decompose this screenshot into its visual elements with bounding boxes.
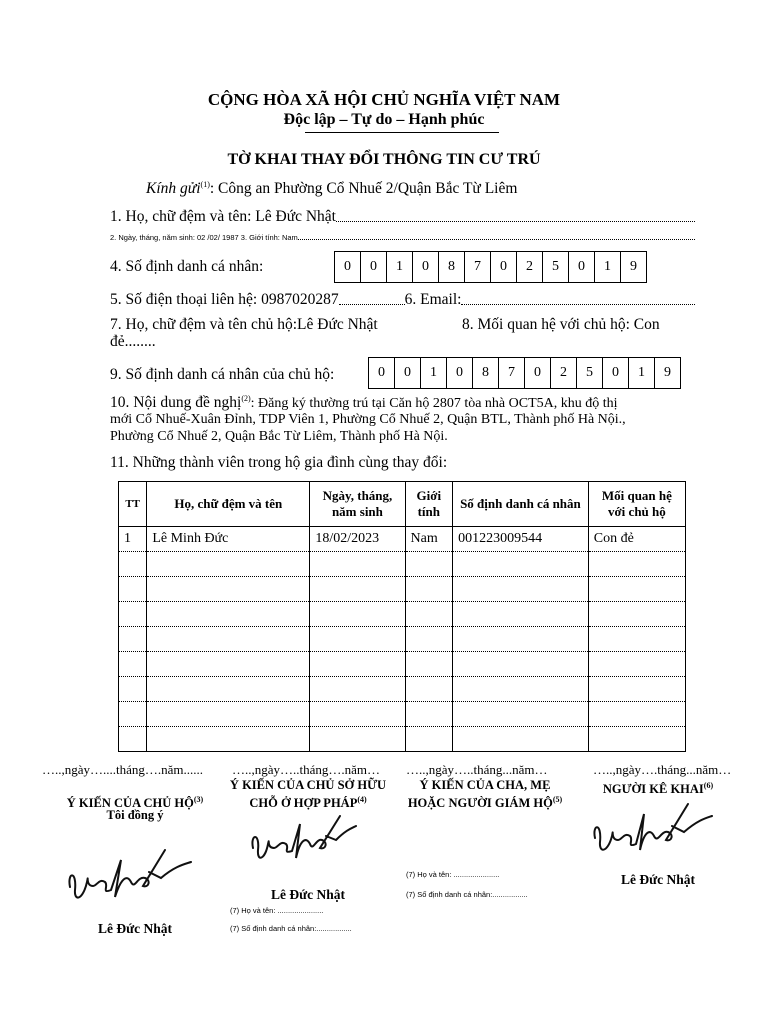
head-id-digit: 0 xyxy=(395,358,421,388)
parent-sign-title-2-text: HOẶC NGƯỜI GIÁM HỘ xyxy=(407,796,553,811)
id-digit: 0 xyxy=(569,252,595,282)
table-cell xyxy=(147,727,310,752)
head-sign-name: Lê Đức Nhật xyxy=(97,921,173,936)
table-cell xyxy=(310,727,405,752)
id-digit: 9 xyxy=(630,259,637,274)
header-tt: TT xyxy=(119,482,147,527)
declarant-sign-date: …..,ngày….tháng...năm… xyxy=(593,762,732,777)
owner-fullname-field: (7) Họ và tên: ...................... xyxy=(230,906,324,915)
relation-text: 8. Mối quan hệ với chủ hộ: Con xyxy=(462,316,660,333)
table-cell xyxy=(147,702,310,727)
id-digit: 7 xyxy=(465,252,491,282)
table-cell xyxy=(453,677,589,702)
table-cell xyxy=(119,727,147,752)
recipient-value: : Công an Phường Cổ Nhuế 2/Quận Bắc Từ Liêm xyxy=(209,180,518,198)
table-row xyxy=(119,552,686,577)
personal-id-label: 4. Số định danh cá nhân: xyxy=(110,258,264,275)
declarant-sign-note: (6) xyxy=(703,781,714,790)
table-cell xyxy=(119,552,147,577)
table-cell xyxy=(588,677,685,702)
table-row xyxy=(119,677,686,702)
table-cell: 001223009544 xyxy=(453,527,589,552)
table-cell xyxy=(147,677,310,702)
table-cell xyxy=(147,627,310,652)
table-row xyxy=(119,727,686,752)
personal-id-boxes xyxy=(334,251,647,283)
request-text-1: : Đăng ký thường trú tại Căn hộ 2807 tòa nhà OCT5A, khu độ thị xyxy=(250,396,618,412)
head-id-digit: 1 xyxy=(629,358,655,388)
table-cell: Con đẻ xyxy=(588,527,685,552)
parent-fullname-field: (7) Họ và tên: ...................... xyxy=(406,870,500,879)
id-digit: 0 xyxy=(335,252,361,282)
table-cell xyxy=(405,627,453,652)
table-cell xyxy=(405,702,453,727)
full-name-text: 1. Họ, chữ đệm và tên: Lê Đức Nhật xyxy=(110,208,336,225)
table-cell: 18/02/2023 xyxy=(310,527,405,552)
owner-sign-title-1: Ý KIẾN CỦA CHỦ SỞ HỮU xyxy=(229,778,387,792)
table-cell xyxy=(119,702,147,727)
dob-gender-text: 2. Ngày, tháng, năm sinh: 02 /02/ 1987 3. Giới tính: Nam xyxy=(110,233,298,242)
table-cell xyxy=(310,677,405,702)
table-cell xyxy=(147,602,310,627)
motto-underline xyxy=(305,132,499,133)
table-cell xyxy=(119,602,147,627)
head-id-label: 9. Số định danh cá nhân của chủ hộ: xyxy=(110,366,335,383)
header-relation: Mối quan hệ với chủ hộ xyxy=(588,482,685,527)
table-cell xyxy=(405,652,453,677)
table-cell xyxy=(453,627,589,652)
owner-sign-name: Lê Đức Nhật xyxy=(270,887,346,902)
table-cell xyxy=(310,652,405,677)
table-cell xyxy=(147,652,310,677)
country-heading: CỘNG HÒA XÃ HỘI CHỦ NGHĨA VIỆT NAM xyxy=(207,90,561,109)
header-gender: Giới tính xyxy=(405,482,453,527)
id-digit: 0 xyxy=(361,252,387,282)
request-line-1 xyxy=(110,394,618,412)
phone-text: 5. Số điện thoại liên hệ: 0987020287 xyxy=(110,291,339,308)
table-cell xyxy=(453,702,589,727)
table-cell xyxy=(588,552,685,577)
table-cell xyxy=(588,727,685,752)
request-line-3: Phường Cổ Nhuế 2, Quận Bắc Từ Liêm, Thành phố Hà Nội. xyxy=(110,429,448,444)
id-digit: 0 xyxy=(413,252,439,282)
head-id-digit: 0 xyxy=(603,358,629,388)
recipient-line xyxy=(146,180,517,198)
table-cell xyxy=(310,552,405,577)
table-row xyxy=(119,602,686,627)
id-digit: 1 xyxy=(387,252,413,282)
parent-id-field: (7) Số định danh cá nhân:................. xyxy=(406,890,528,899)
dob-gender-row xyxy=(110,233,695,242)
head-id-digit: 0 xyxy=(369,358,395,388)
head-id-digit: 8 xyxy=(473,358,499,388)
declarant-sign-title xyxy=(578,778,738,797)
owner-sign-date: …..,ngày…..tháng….năm… xyxy=(232,762,381,777)
owner-signature-image xyxy=(248,808,358,885)
head-id-digit: 9 xyxy=(664,365,671,380)
table-cell xyxy=(119,652,147,677)
head-opinion: Tôi đồng ý xyxy=(106,808,164,822)
recipient-note: (1) xyxy=(200,180,210,189)
email-dots xyxy=(461,291,695,305)
table-cell xyxy=(310,702,405,727)
table-cell xyxy=(119,577,147,602)
declarant-sign-title-text: NGƯỜI KÊ KHAI xyxy=(602,782,704,797)
head-name-text: 7. Họ, chữ đệm và tên chủ hộ:Lê Đức Nhật xyxy=(110,316,378,333)
id-digit: 1 xyxy=(595,252,621,282)
head-id-digit: 0 xyxy=(525,358,551,388)
owner-id-field: (7) Số định danh cá nhân:................. xyxy=(230,924,352,933)
head-id-digit: 5 xyxy=(577,358,603,388)
declarant-sign-name: Lê Đức Nhật xyxy=(620,872,696,887)
header-name: Họ, chữ đệm và tên xyxy=(147,482,310,527)
dob-gender-dots xyxy=(298,233,695,240)
head-id-digit: 0 xyxy=(447,358,473,388)
table-cell xyxy=(453,602,589,627)
full-name-row xyxy=(110,208,695,226)
recipient-label: Kính gửi xyxy=(146,180,201,198)
phone-dots xyxy=(339,291,405,305)
head-sign-title-text: Ý KIẾN CỦA CHỦ HỘ xyxy=(66,796,194,811)
table-cell xyxy=(453,727,589,752)
table-cell xyxy=(147,577,310,602)
members-table xyxy=(118,481,686,752)
table-header-row xyxy=(119,482,686,527)
table-cell xyxy=(405,677,453,702)
id-digit: 8 xyxy=(439,252,465,282)
table-cell xyxy=(310,602,405,627)
table-row xyxy=(119,577,686,602)
table-cell xyxy=(405,602,453,627)
id-digit: 2 xyxy=(517,252,543,282)
table-cell xyxy=(453,652,589,677)
header-id: Số định danh cá nhân xyxy=(453,482,589,527)
table-cell xyxy=(310,627,405,652)
table-cell xyxy=(119,627,147,652)
table-cell xyxy=(588,602,685,627)
head-id-boxes xyxy=(368,357,681,389)
table-cell xyxy=(405,727,453,752)
motto-heading: Độc lập – Tự do – Hạnh phúc xyxy=(283,111,485,128)
table-cell xyxy=(588,627,685,652)
head-id-digit: 1 xyxy=(421,358,447,388)
header-dob: Ngày, tháng, năm sinh xyxy=(310,482,405,527)
table-cell xyxy=(405,577,453,602)
table-cell xyxy=(588,577,685,602)
table-row xyxy=(119,627,686,652)
head-sign-date: …..,ngày…....tháng….năm...... xyxy=(42,762,204,777)
table-cell xyxy=(453,552,589,577)
table-cell: Lê Minh Đức xyxy=(147,527,310,552)
parent-sign-date: …..,ngày…..tháng...năm… xyxy=(406,762,548,777)
head-id-digit: 2 xyxy=(551,358,577,388)
parent-sign-title-2 xyxy=(395,792,575,811)
table-cell xyxy=(405,552,453,577)
head-signature-image xyxy=(65,842,195,927)
request-note: (2) xyxy=(241,394,251,403)
request-line-2: mới Cổ Nhuế-Xuân Đỉnh, TDP Viên 1, Phường Cổ Nhuế 2, Quận BTL, Thành phố Hà Nội., xyxy=(110,412,626,427)
table-cell xyxy=(588,652,685,677)
relation-continued: đẻ........ xyxy=(110,333,156,350)
table-cell: Nam xyxy=(405,527,453,552)
owner-sign-title-2-text: CHỖ Ở HỢP PHÁP xyxy=(249,796,358,811)
id-digit: 0 xyxy=(491,252,517,282)
head-sign-note: (3) xyxy=(193,795,204,804)
table-row xyxy=(119,652,686,677)
table-cell xyxy=(147,552,310,577)
phone-email-row xyxy=(110,291,695,309)
id-digit: 5 xyxy=(543,252,569,282)
table-row xyxy=(119,527,686,552)
declarant-signature-image xyxy=(590,798,715,875)
parent-sign-title-1: Ý KIẾN CỦA CHA, MẸ xyxy=(419,778,551,792)
table-cell xyxy=(119,677,147,702)
table-cell xyxy=(453,577,589,602)
form-title: TỜ KHAI THAY ĐỔI THÔNG TIN CƯ TRÚ xyxy=(227,151,541,168)
head-id-digit: 7 xyxy=(499,358,525,388)
request-label: 10. Nội dung đề nghị xyxy=(110,394,242,412)
table-cell: 1 xyxy=(119,527,147,552)
table-row xyxy=(119,702,686,727)
email-label: 6. Email: xyxy=(404,291,462,308)
table-cell xyxy=(588,702,685,727)
owner-sign-note: (4) xyxy=(357,795,367,804)
members-label: 11. Những thành viên trong hộ gia đình cùng thay đổi: xyxy=(110,454,448,471)
table-cell xyxy=(310,577,405,602)
full-name-dots xyxy=(336,208,695,222)
parent-sign-note: (5) xyxy=(552,795,563,804)
